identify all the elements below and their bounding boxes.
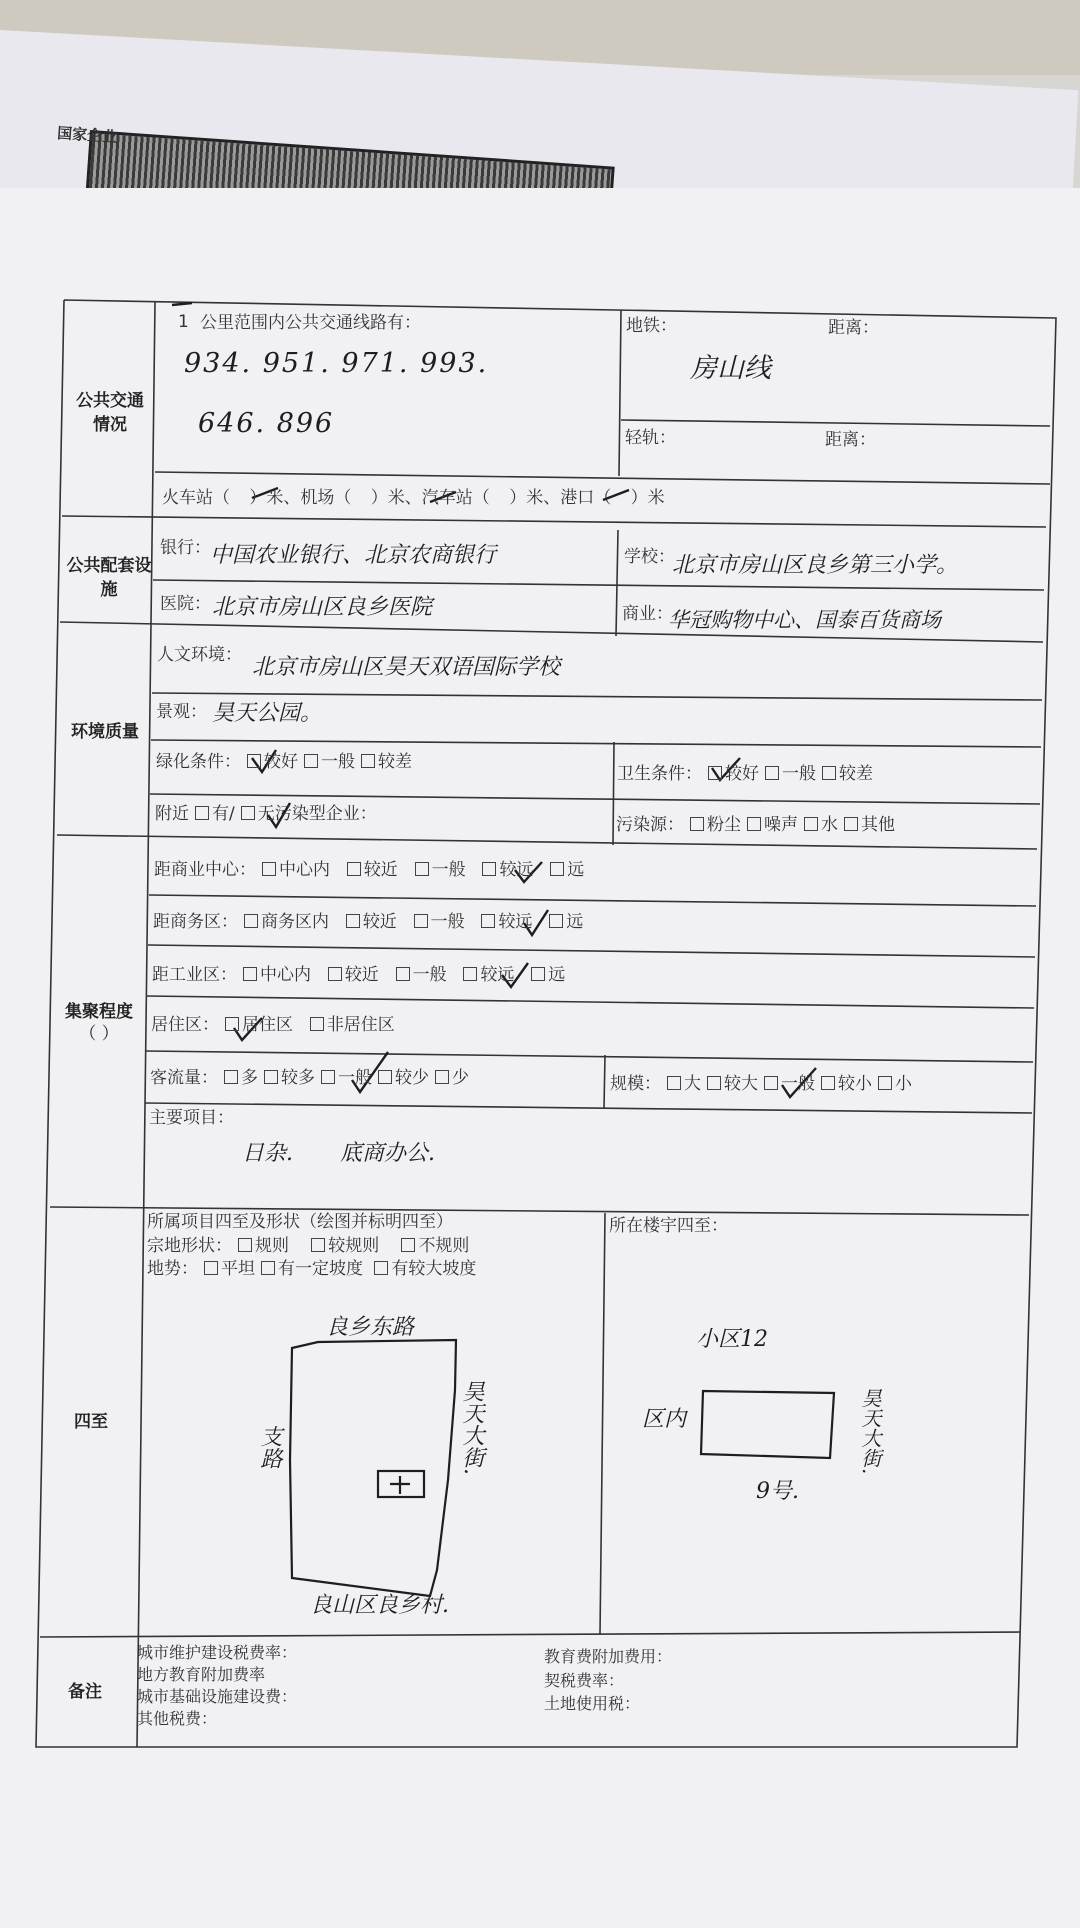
- residential-row: [151, 1015, 395, 1035]
- terrain-slight-slope-checkbox[interactable]: [261, 1261, 275, 1275]
- pollution-label: 污染源：: [616, 815, 684, 835]
- business-district-row: [153, 912, 583, 932]
- nearby-label: 附近: [155, 804, 189, 824]
- nearby-none-checkbox[interactable]: [241, 806, 255, 820]
- shape-label: 宗地形状：: [147, 1236, 232, 1256]
- scale-label: 规模：: [610, 1074, 661, 1094]
- scenery-value: 昊天公园。: [212, 701, 323, 726]
- option-label: 水: [821, 815, 838, 835]
- scale-row: [610, 1074, 912, 1094]
- terrain-row: [147, 1259, 476, 1279]
- industrial-option-4-checkbox[interactable]: [463, 967, 477, 981]
- traffic-label: 客流量：: [150, 1068, 218, 1088]
- business-center-option-3-checkbox[interactable]: [415, 862, 429, 876]
- option-label: 有/: [212, 804, 235, 824]
- traffic-option-3-checkbox[interactable]: [321, 1070, 335, 1084]
- pollution-other-checkbox[interactable]: [844, 817, 858, 831]
- facilities-row-label: 公共配套设施: [66, 556, 152, 600]
- option-label: 一般: [430, 912, 465, 932]
- pollution-row: [616, 815, 895, 835]
- nearby-yes-checkbox[interactable]: [195, 806, 209, 820]
- option-label: 较小: [838, 1074, 872, 1094]
- option-label: 一般: [431, 860, 466, 880]
- sketch-right-north: 小区12: [696, 1327, 768, 1352]
- option-label: 少: [452, 1068, 469, 1088]
- scale-option-1-checkbox[interactable]: [667, 1076, 681, 1090]
- traffic-option-5-checkbox[interactable]: [435, 1070, 449, 1084]
- culture-label: 人文环境：: [157, 645, 242, 665]
- scale-option-4-checkbox[interactable]: [821, 1076, 835, 1090]
- industrial-row: [152, 965, 565, 985]
- scale-option-3-checkbox[interactable]: [764, 1076, 778, 1090]
- option-label: 较远: [498, 912, 533, 932]
- stations-distance-line: 火车站（ ）米、机场（ ）米、汽车站（ ）米、港口（ ）米: [162, 488, 665, 508]
- remark-right-2: 契税费率：: [544, 1671, 625, 1690]
- option-label: 较远: [499, 860, 534, 880]
- option-label: 一般: [782, 764, 816, 784]
- certificate-label: 国家企业: [56, 123, 118, 147]
- transport-row-label: 公共交通情况: [76, 391, 144, 435]
- hospital-label: 医院：: [160, 594, 211, 614]
- sketch-left-east: 昊天大街.: [459, 1380, 484, 1475]
- option-label: 中心内: [279, 860, 330, 880]
- business-district-option-4-checkbox[interactable]: [481, 914, 495, 928]
- main-items-value: 日杂. 底商办公.: [242, 1141, 435, 1166]
- option-label: 较大: [724, 1074, 758, 1094]
- business-district-option-3-checkbox[interactable]: [414, 914, 428, 928]
- shape-fairly-regular-checkbox[interactable]: [311, 1238, 325, 1252]
- shape-regular-checkbox[interactable]: [238, 1238, 252, 1252]
- boundaries-row-label: 四至: [74, 1412, 108, 1432]
- business-center-option-4-checkbox[interactable]: [482, 862, 496, 876]
- option-label: 无污染型企业：: [257, 804, 377, 824]
- industrial-option-5-checkbox[interactable]: [531, 967, 545, 981]
- main-items-label: 主要项目：: [149, 1108, 234, 1128]
- option-label: 一般: [321, 752, 355, 772]
- terrain-label: 地势：: [147, 1259, 198, 1279]
- option-label: 较近: [362, 912, 397, 932]
- remark-left-1: 城市维护建设税费率：: [137, 1643, 298, 1662]
- commerce-value: 华冠购物中心、国泰百货商场: [668, 608, 941, 632]
- light-rail-label: 轻轨：: [625, 428, 676, 448]
- option-label: 有一定坡度: [278, 1259, 363, 1279]
- boundaries-right-title: 所在楼宇四至：: [609, 1216, 728, 1236]
- industrial-option-3-checkbox[interactable]: [396, 967, 410, 981]
- bank-label: 银行：: [160, 538, 211, 558]
- sketch-left-north: 良乡东路: [326, 1315, 415, 1340]
- culture-value: 北京市房山区昊天双语国际学校: [252, 655, 561, 680]
- option-label: 较少: [395, 1068, 429, 1088]
- light-rail-distance-label: 距离：: [825, 430, 876, 450]
- business-center-row: [154, 860, 584, 880]
- bus-routes-prompt: 公里范围内公共交通线路有：: [200, 313, 421, 333]
- sketch-left-west: 支路: [257, 1425, 282, 1469]
- option-label: 规则: [255, 1236, 289, 1256]
- sketch-right-west: 区内: [642, 1407, 687, 1432]
- greening-good-checkbox[interactable]: [247, 754, 261, 768]
- commerce-label: 商业：: [622, 604, 673, 624]
- scenery-label: 景观：: [156, 702, 207, 722]
- option-label: 较差: [839, 764, 873, 784]
- scale-option-5-checkbox[interactable]: [878, 1076, 892, 1090]
- school-value: 北京市房山区良乡第三小学。: [672, 553, 959, 578]
- option-label: 较好: [264, 752, 298, 772]
- bus-routes-line1: 934. 951. 971. 993.: [184, 348, 489, 379]
- sketch-left-south: 良山区良乡村.: [310, 1593, 449, 1618]
- greening-poor-checkbox[interactable]: [361, 754, 375, 768]
- sanitation-poor-checkbox[interactable]: [822, 766, 836, 780]
- option-label: 一般: [781, 1074, 815, 1094]
- business-district-label: 距商务区：: [153, 912, 238, 932]
- business-district-option-2-checkbox[interactable]: [346, 914, 360, 928]
- remark-left-4: 其他税费：: [137, 1709, 218, 1728]
- option-label: 较好: [725, 764, 759, 784]
- industrial-option-2-checkbox[interactable]: [328, 967, 342, 981]
- pollution-noise-checkbox[interactable]: [747, 817, 761, 831]
- sanitation-label: 卫生条件：: [617, 764, 702, 784]
- option-label: 大: [684, 1074, 701, 1094]
- option-label: 居住区: [242, 1015, 293, 1035]
- agglomeration-row-paren: （ ）: [79, 1024, 119, 1044]
- bank-value: 中国农业银行、北京农商银行: [210, 543, 497, 568]
- remarks-row-label: 备注: [68, 1682, 102, 1702]
- pollution-water-checkbox[interactable]: [804, 817, 818, 831]
- option-label: 商务区内: [261, 912, 329, 932]
- industrial-label: 距工业区：: [152, 965, 237, 985]
- option-label: 一般: [338, 1068, 372, 1088]
- pollution-dust-checkbox[interactable]: [690, 817, 704, 831]
- subway-value: 房山线: [690, 353, 771, 384]
- sketch-right-east: 昊天大街.: [858, 1388, 882, 1475]
- greening-row: [156, 752, 412, 772]
- option-label: 有较大坡度: [391, 1259, 477, 1279]
- option-label: 不规则: [418, 1236, 470, 1256]
- business-district-option-5-checkbox[interactable]: [549, 914, 563, 928]
- subway-distance-label: 距离：: [828, 318, 879, 338]
- option-label: 较近: [344, 965, 379, 985]
- option-label: 较规则: [328, 1236, 380, 1256]
- residential-yes-checkbox[interactable]: [225, 1017, 239, 1031]
- option-label: 较远: [480, 965, 515, 985]
- option-label: 平坦: [221, 1259, 255, 1279]
- agglomeration-row-label: 集聚程度: [65, 1002, 133, 1022]
- option-label: 远: [566, 912, 584, 932]
- school-label: 学校：: [624, 547, 675, 567]
- option-label: 粉尘: [707, 815, 741, 835]
- shape-irregular-checkbox[interactable]: [401, 1238, 415, 1252]
- industrial-option-1-checkbox[interactable]: [243, 967, 257, 981]
- sanitation-row: [617, 764, 873, 784]
- business-center-option-5-checkbox[interactable]: [550, 862, 564, 876]
- option-label: 多: [241, 1068, 258, 1088]
- option-label: 小: [895, 1074, 912, 1094]
- scale-option-2-checkbox[interactable]: [707, 1076, 721, 1090]
- greening-label: 绿化条件：: [156, 752, 241, 772]
- option-label: 其他: [861, 815, 895, 835]
- option-label: 远: [567, 860, 585, 880]
- business-center-option-2-checkbox[interactable]: [347, 862, 361, 876]
- environment-row-label: 环境质量: [71, 722, 139, 742]
- option-label: 一般: [412, 965, 447, 985]
- bus-routes-line2: 646. 896: [198, 408, 335, 439]
- traffic-option-4-checkbox[interactable]: [378, 1070, 392, 1084]
- option-label: 非居住区: [326, 1015, 395, 1035]
- nearby-row: [155, 804, 377, 824]
- terrain-steep-slope-checkbox[interactable]: [374, 1261, 388, 1275]
- boundaries-left-title: 所属项目四至及形状（绘图并标明四至）: [147, 1212, 453, 1232]
- remark-right-1: 教育费附加费用：: [544, 1647, 673, 1666]
- bus-radius-value: 1: [178, 312, 189, 332]
- business-district-option-1-checkbox[interactable]: [244, 914, 258, 928]
- option-label: 较近: [363, 860, 398, 880]
- remark-left-2: 地方教育附加费率: [137, 1665, 266, 1684]
- terrain-flat-checkbox[interactable]: [204, 1261, 218, 1275]
- option-label: 中心内: [260, 965, 311, 985]
- option-label: 远: [548, 965, 566, 985]
- option-label: 较多: [281, 1068, 315, 1088]
- option-label: 较差: [378, 752, 412, 772]
- business-center-label: 距商业中心：: [154, 860, 256, 880]
- residential-label: 居住区：: [151, 1015, 219, 1035]
- traffic-option-2-checkbox[interactable]: [264, 1070, 278, 1084]
- traffic-option-1-checkbox[interactable]: [224, 1070, 238, 1084]
- subway-label: 地铁：: [626, 316, 677, 336]
- option-label: 噪声: [764, 815, 798, 835]
- remark-right-3: 土地使用税：: [544, 1694, 641, 1713]
- greening-average-checkbox[interactable]: [304, 754, 318, 768]
- sanitation-average-checkbox[interactable]: [765, 766, 779, 780]
- traffic-row: [150, 1068, 469, 1088]
- sanitation-good-checkbox[interactable]: [708, 766, 722, 780]
- sketch-right-south: 9号.: [756, 1479, 799, 1504]
- hospital-value: 北京市房山区良乡医院: [212, 595, 433, 620]
- business-center-option-1-checkbox[interactable]: [262, 862, 276, 876]
- remark-left-3: 城市基础设施建设费：: [137, 1687, 298, 1706]
- shape-row: [147, 1236, 469, 1256]
- residential-no-checkbox[interactable]: [310, 1017, 324, 1031]
